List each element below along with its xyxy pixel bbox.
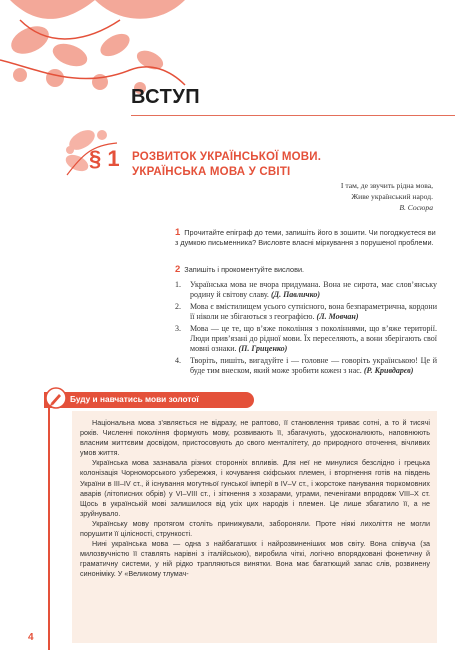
body-text (80, 418, 430, 580)
section-title-line1: РОЗВИТОК УКРАЇНСЬКОЇ МОВИ. (132, 151, 322, 163)
quote-source: (Д. Павличко) (270, 290, 321, 300)
folk-ornament-decoration (0, 0, 190, 100)
body-paragraph: Нині українська мова — одна з найбагатших і найрозвиненіших мов світу. Вона співуча (за милозвучністю її ставлять нарівні з італійською), виробила чіткі, логічно впорядковані фонетичну й граматичну системи, у ній рідко трапляються винятки. Вона має багатющий запас слів, розвинену синоніміку. У «Великому тлумач- (80, 539, 430, 579)
body-paragraph: Українська мова зазнавала різних сторонніх впливів. Для неї не минулися безслідно і грецька колонізація Чорноморського узбережжя, і кочування скіфських племен, і вторгнення готів на південь України в ІІІ–IV ст., й існування могутньої гунської імперії в IV–V ст., і жорстоке панування тюркомовних аварів (літописних обрів) у VI–VIII ст., і зіткнення з хозарами, уграми, печенігами впродовж VIII–X ст. Щось в українській мові залишилося від усіх цих народів і племен. Це лише збагатило її, а не зруйнувало. (80, 458, 430, 518)
section-title (132, 150, 321, 180)
quote-text: Мова — це те, що в’яже покоління з поколіннями, що в’яже території. Люди прив’язані до рідної мови. Їх переселяють, а вони зберігають свої мовні ознаки. (190, 323, 437, 354)
quote-source: (Л. Мовчан) (316, 312, 359, 322)
epigraph-line1: І там, де звучить рідна мова, (340, 181, 433, 190)
body-paragraph: Українську мову протягом століть принижували, забороняли. Проте ніякі лихоліття не могли порушити її цілісності, стрункості. (80, 518, 430, 539)
body-paragraph: Національна мова з’являється не відразу, не раптово, її становлення триває сотні, а то й тисячі років. Численні покоління формують мову, розвивають її, збагачують, удосконалюють, наповнюють власним життєвим досвідом, пристосовують до свого менталітету, до природного оточення, вічливих умов життя. (80, 418, 430, 458)
task-1-number: 1 (175, 227, 181, 238)
chapter-title: ВСТУП (131, 86, 201, 108)
quote-text: Українська мова не вчора придумана. Вона не сирота, має слов’янську родину й світову славу. (190, 280, 437, 300)
epigraph (203, 181, 433, 213)
quote-text: Творіть, пишіть, вигадуйте і — головне — говоріть українською! Це й буде тим внеском, який може зробити кожен з нас. (190, 355, 437, 376)
chapter-divider (131, 115, 455, 116)
quote-item (175, 356, 437, 377)
task-2-text: Запишіть і прокоментуйте вислови. (184, 265, 305, 274)
quotes-list (175, 280, 437, 378)
task-1 (175, 228, 437, 248)
page-number: 4 (28, 632, 34, 643)
sidebar-rule (48, 408, 50, 650)
epigraph-line2: Живе український народ. (351, 191, 433, 201)
task-2 (175, 265, 437, 275)
quote-item (175, 280, 437, 301)
quote-item (175, 324, 437, 355)
quote-number: 4. (175, 355, 181, 365)
quote-number: 1. (175, 280, 181, 289)
task-1-text: Прочитайте епіграф до теми, запишіть його в зошити. Чи погоджуєтеся ви з думкою письменника? Висловте власні міркування з порушеної проблеми. (175, 228, 436, 247)
quote-source: (П. Гриценко) (238, 344, 288, 354)
task-2-number: 2 (175, 264, 181, 275)
quote-text: Мова є вмістилищем усього сутнісного, вона безпараметрична, кордони її ніколи не збігаються з географією. (190, 301, 437, 322)
epigraph-author: В. Сосюра (399, 202, 433, 212)
quote-number: 2. (175, 301, 181, 311)
section-title-line2: УКРАЇНСЬКА МОВА У СВІТІ (132, 166, 291, 178)
section-number: § 1 (89, 146, 120, 171)
pen-icon (45, 386, 67, 410)
quote-item (175, 302, 437, 323)
banner-label: Буду и навчатись мови золотої (70, 394, 199, 404)
quote-number: 3. (175, 323, 181, 333)
quote-source: (Р. Кривдарєв) (363, 366, 414, 376)
